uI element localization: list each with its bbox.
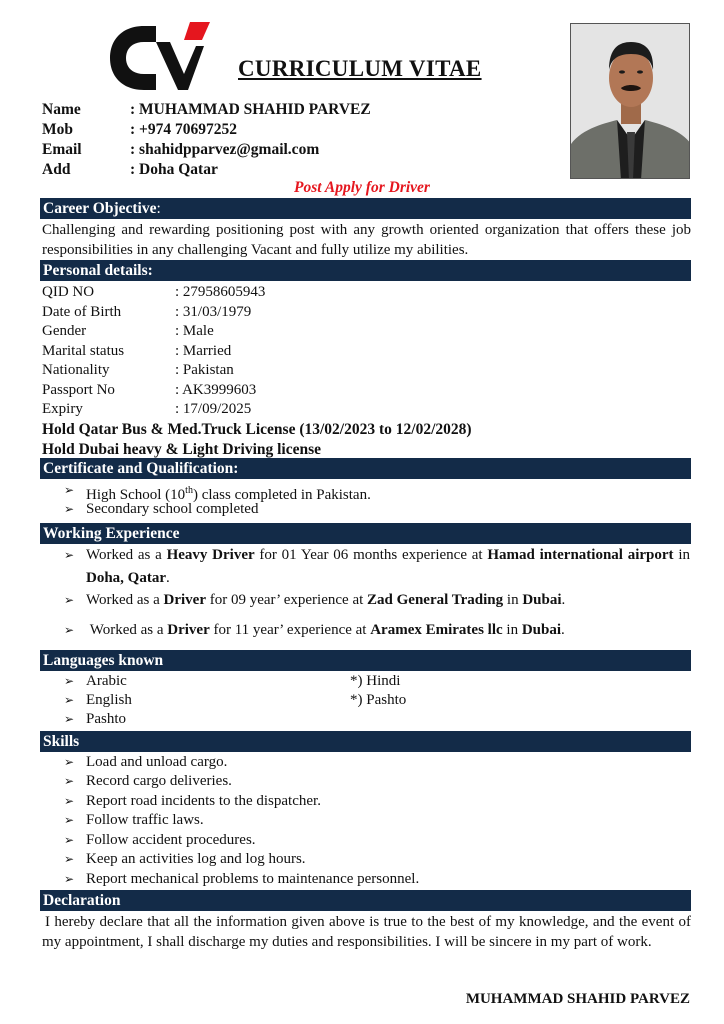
skill-text: Keep an activities log and log hours.	[86, 851, 306, 867]
arrow-bullet-icon: ➢	[64, 852, 75, 866]
experience-text: Worked as a	[89, 622, 168, 638]
skill-item	[64, 811, 204, 831]
contact-mob-row	[42, 120, 371, 140]
experience-item	[64, 544, 690, 590]
contact-label: Email	[42, 141, 82, 158]
language-text: Pashto	[86, 711, 127, 727]
experience-text: in	[673, 547, 690, 563]
detail-label: Gender	[42, 323, 87, 339]
skill-text: Report mechanical problems to maintenance personnel.	[86, 871, 420, 887]
contact-value: : Doha Qatar	[130, 161, 218, 178]
contact-value: : MUHAMMAD SHAHID PARVEZ	[130, 101, 371, 118]
contact-name-row	[42, 100, 371, 120]
experience-text: for 09 year’ experience at	[206, 592, 368, 608]
skill-item	[64, 792, 321, 812]
experience-role: Heavy Driver	[166, 547, 255, 563]
detail-label: Marital status	[42, 342, 125, 359]
skill-item	[64, 850, 306, 870]
skill-item	[64, 772, 232, 792]
arrow-bullet-icon: ➢	[64, 693, 75, 707]
arrow-bullet-icon: ➢	[64, 774, 75, 788]
skill-text: Follow accident procedures.	[86, 832, 256, 848]
section-career-objective	[40, 198, 691, 219]
arrow-bullet-icon: ➢	[64, 502, 75, 516]
arrow-bullet-icon: ➢	[64, 483, 75, 497]
language-item	[64, 672, 127, 692]
experience-item	[64, 589, 690, 612]
contact-value: : +974 70697252	[130, 121, 237, 138]
skill-item	[64, 753, 227, 773]
detail-value: : 31/03/1979	[175, 303, 252, 320]
contact-address-row	[42, 160, 371, 180]
language-text: English	[86, 692, 132, 708]
contact-value: : shahidpparvez@gmail.com	[130, 141, 320, 158]
section-languages: Languages known	[40, 650, 691, 671]
qualification-text: Secondary school completed	[86, 501, 259, 517]
experience-text: for 11 year’ experience at	[209, 622, 371, 638]
arrow-bullet-icon: ➢	[64, 548, 75, 562]
detail-row	[42, 361, 265, 381]
section-certificate: Certificate and Qualification:	[40, 458, 691, 479]
section-working-experience: Working Experience	[40, 523, 691, 544]
experience-text: .	[561, 622, 565, 638]
detail-row	[42, 400, 265, 420]
detail-row	[42, 303, 265, 323]
detail-label: Passport No	[42, 381, 115, 398]
detail-row	[42, 381, 265, 401]
detail-value: : 27958605943	[175, 284, 266, 300]
section-personal-details: Personal details:	[40, 260, 691, 281]
arrow-bullet-icon: ➢	[64, 872, 75, 886]
section-declaration: Declaration	[40, 890, 691, 911]
skill-text: Load and unload cargo.	[86, 754, 228, 770]
language-item: *) Pashto	[350, 692, 407, 708]
signature-name: MUHAMMAD SHAHID PARVEZ	[465, 991, 690, 1007]
experience-location: Dubai	[522, 592, 562, 608]
experience-text: for 01 Year 06 months experience at	[254, 547, 488, 563]
arrow-bullet-icon: ➢	[64, 813, 75, 827]
contact-label: Mob	[42, 121, 73, 138]
contact-label: Add	[42, 161, 71, 178]
arrow-bullet-icon: ➢	[64, 755, 75, 769]
experience-employer: Aramex Emirates llc	[370, 622, 503, 638]
experience-location: Dubai	[521, 622, 562, 638]
detail-row	[42, 342, 265, 362]
experience-text: in	[503, 592, 523, 608]
arrow-bullet-icon: ➢	[64, 623, 75, 637]
experience-role: Driver	[163, 592, 206, 608]
detail-value: : Male	[175, 323, 214, 339]
experience-text: .	[561, 592, 566, 608]
post-apply: Post Apply for Driver	[294, 179, 430, 196]
detail-value: : 17/09/2025	[175, 401, 252, 417]
arrow-bullet-icon: ➢	[64, 833, 75, 847]
document-title: CURRICULUM VITAE	[238, 56, 482, 81]
detail-label: QID NO	[42, 284, 95, 300]
section-skills: Skills	[40, 731, 691, 752]
license-qatar: Hold Qatar Bus & Med.Truck License (13/02/2023 to 12/02/2028)	[42, 421, 472, 438]
personal-details-list	[42, 283, 265, 420]
experience-text: .	[166, 570, 170, 586]
detail-row	[42, 322, 265, 342]
skill-text: Record cargo deliveries.	[86, 773, 232, 789]
detail-value: : AK3999603	[175, 381, 257, 398]
experience-employer: Zad General Trading	[367, 592, 504, 608]
experience-role: Driver	[167, 622, 210, 638]
detail-label: Date of Birth	[42, 303, 122, 320]
experience-item	[64, 619, 690, 642]
experience-text: in	[502, 622, 522, 638]
language-text: Arabic	[86, 673, 127, 689]
qualification-item	[64, 500, 258, 520]
detail-label: Nationality	[42, 362, 110, 378]
qualification-superscript: th	[185, 485, 193, 496]
section-title: Career Objective	[43, 200, 157, 217]
qualification-text: ) class completed in Pakistan.	[192, 487, 371, 503]
language-item	[64, 710, 126, 730]
experience-text: Worked as a	[86, 547, 167, 563]
contact-email-row	[42, 140, 371, 160]
contact-block	[42, 100, 371, 180]
experience-location: Doha, Qatar	[86, 570, 166, 586]
license-dubai: Hold Dubai heavy & Light Driving license	[42, 441, 322, 458]
skill-item	[64, 831, 256, 851]
skill-text: Report road incidents to the dispatcher.	[86, 793, 321, 809]
career-objective-text: Challenging and rewarding positioning post with any growth oriented organization that offers these job responsibilities in any challenging Vacant and fully utilize my abilities.	[42, 222, 691, 258]
portrait-photo	[570, 23, 690, 179]
experience-employer: Hamad international airport	[487, 547, 674, 563]
language-item	[64, 691, 132, 711]
arrow-bullet-icon: ➢	[64, 794, 75, 808]
qualification-text: High School (10	[86, 487, 186, 503]
detail-value: : Pakistan	[175, 362, 234, 378]
detail-row	[42, 283, 265, 303]
arrow-bullet-icon: ➢	[64, 712, 75, 726]
language-item: *) Hindi	[350, 673, 401, 689]
contact-label: Name	[42, 101, 81, 118]
skill-text: Follow traffic laws.	[86, 812, 204, 828]
section-title-suffix: :	[156, 200, 161, 217]
cv-logo	[104, 18, 212, 94]
declaration-text: I hereby declare that all the information given above is true to the best of my knowledge, and the event of my appointment, I shall discharge my duties and responsibilities. I will be sincere in my part of work.	[42, 914, 691, 950]
experience-text: Worked as a	[86, 592, 164, 608]
detail-label: Expiry	[42, 401, 83, 417]
arrow-bullet-icon: ➢	[64, 593, 75, 607]
detail-value: : Married	[175, 342, 232, 359]
skill-item	[64, 870, 419, 890]
arrow-bullet-icon: ➢	[64, 674, 75, 688]
